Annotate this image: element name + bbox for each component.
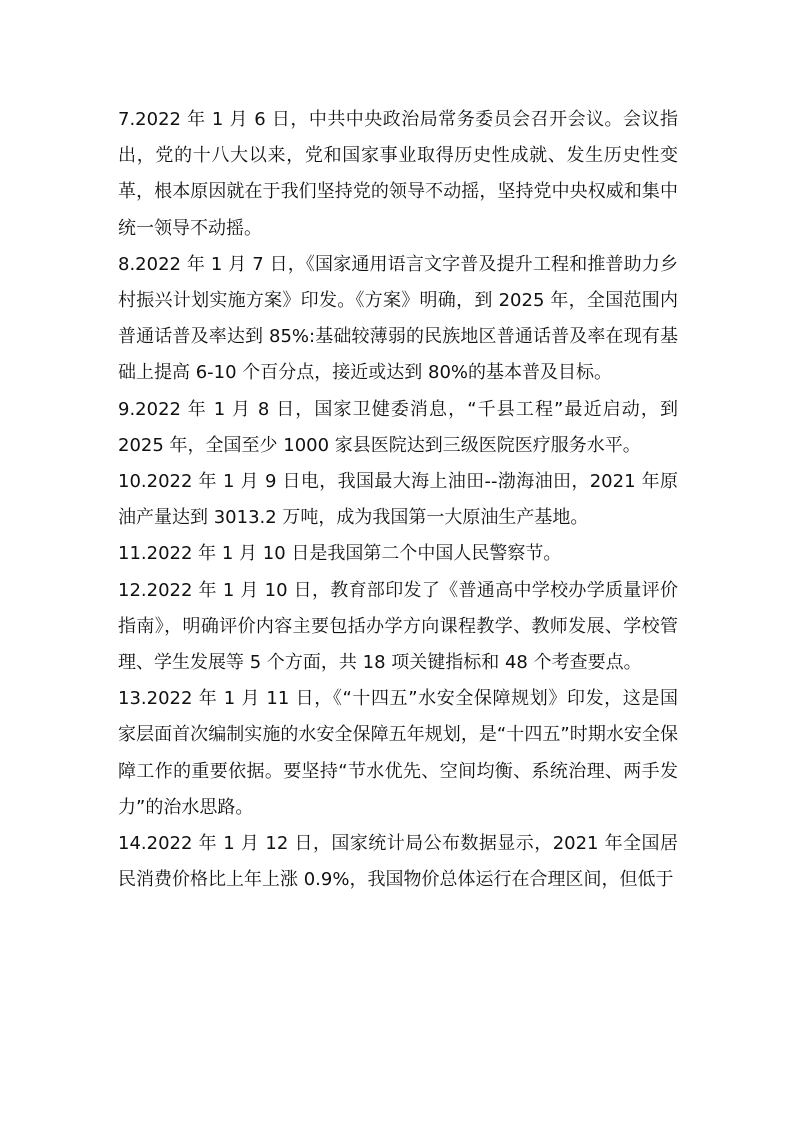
- document-body: [118, 102, 678, 898]
- paragraph-item-14: 14.2022 年 1 月 12 日，国家统计局公布数据显示，2021 年全国居民消费价格比上年上涨 0.9%，我国物价总体运行在合理区间，但低于: [118, 833, 678, 891]
- paragraph-item-13: 13.2022 年 1 月 11 日，《“十四五”水安全保障规划》印发，这是国家层面首次编制实施的水安全保障五年规划，是“十四五”时期水安全保障工作的重要依据。要坚持“节水优先、空间均衡、系统治理、两手发力”的治水思路。: [118, 688, 678, 818]
- paragraph-item-9: 9.2022 年 1 月 8 日，国家卫健委消息，“千县工程”最近启动，到 2025 年，全国至少 1000 家县医院达到三级医院医疗服务水平。: [118, 398, 678, 456]
- paragraph-item-11: 11.2022 年 1 月 10 日是我国第二个中国人民警察节。: [118, 543, 562, 565]
- paragraph-item-7: 7.2022 年 1 月 6 日，中共中央政治局常务委员会召开会议。会议指出，党的十八大以来，党和国家事业取得历史性成就、发生历史性变革，根本原因就在于我们坚持党的领导不动摇，坚持党中央权威和集中统一领导不动摇。: [118, 109, 678, 239]
- paragraph-item-8: 8.2022 年 1 月 7 日，《国家通用语言文字普及提升工程和推普助力乡村振兴计划实施方案》印发。《方案》明确，到 2025 年，全国范围内普通话普及率达到 85%:基础较薄弱的民族地区普通话普及率在现有基础上提高 6-10 个百分点，接近或达到 80%的基本普及目标。: [118, 253, 678, 384]
- paragraph-item-12: 12.2022 年 1 月 10 日，教育部印发了《普通高中学校办学质量评价指南》，明确评价内容主要包括办学方向课程教学、教师发展、学校管理、学生发展等 5 个方面，共 18 项关键指标和 48 个考查要点。: [118, 579, 678, 674]
- paragraph-item-10: 10.2022 年 1 月 9 日电，我国最大海上油田--渤海油田，2021 年原油产量达到 3013.2 万吨，成为我国第一大原油生产基地。: [118, 471, 678, 529]
